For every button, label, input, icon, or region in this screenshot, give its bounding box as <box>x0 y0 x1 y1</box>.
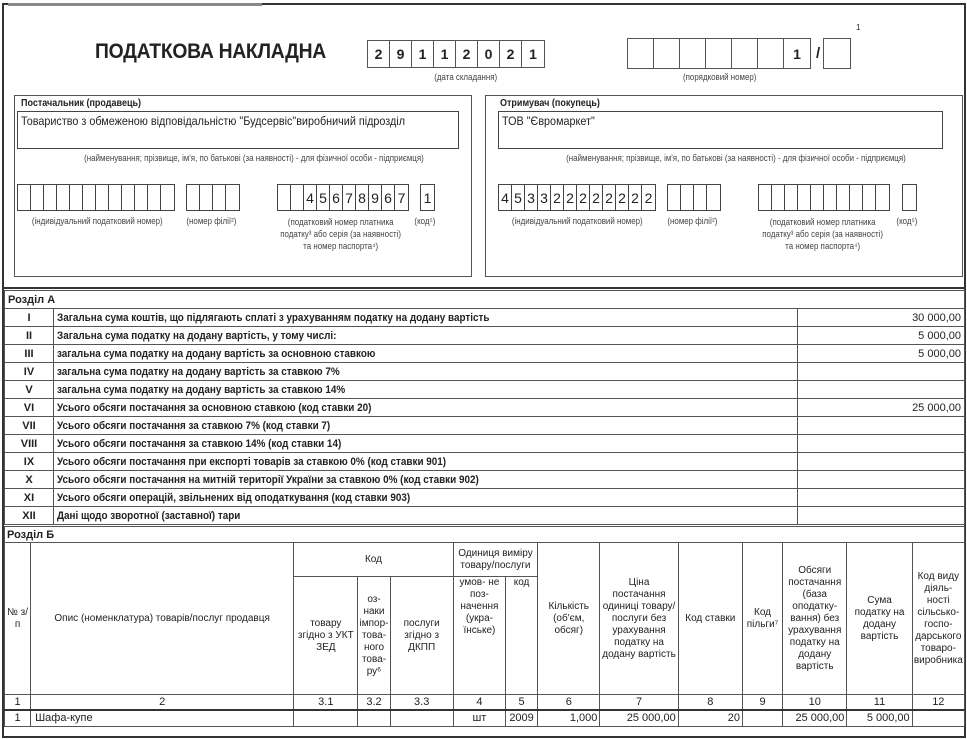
caption-line: податку³ або серія (за наявності) <box>280 229 402 239</box>
buyer-ipn-cell[interactable]: 2 <box>564 185 577 210</box>
row-value[interactable] <box>798 471 965 489</box>
header-unit-name: умов- не поз- начення (укра- їнське) <box>453 577 505 695</box>
section-a-row <box>5 471 965 489</box>
buyer-taxpayer-cell[interactable] <box>837 185 850 210</box>
seller-ipn-cell[interactable] <box>148 185 161 210</box>
section-a-row <box>5 345 965 363</box>
buyer-taxpayer-cell[interactable] <box>876 185 889 210</box>
buyer-ipn-caption: (індивідуальний податковий номер) <box>511 216 643 226</box>
goods-row <box>5 710 965 727</box>
row-description-text: Загальна сума коштів, що підлягають сплаті з урахуванням податку на додану вартість <box>57 311 490 324</box>
buyer-branch-field[interactable] <box>667 184 721 211</box>
seller-branch-cell[interactable] <box>187 185 200 210</box>
row-description-text: Усього обсяги постачання за основною ставкою (код ставки 20) <box>57 401 372 414</box>
buyer-name-caption: (найменування; прізвище, ім'я, по батькові (за наявності) - для фізичної особи - підприємця) <box>566 153 906 163</box>
row-description-text: Усього обсяги постачання за ставкою 14% (код ставки 14) <box>57 437 342 450</box>
serial-number-field[interactable] <box>627 38 811 69</box>
header-description: Опис (номенклатура) товарів/послуг продавця <box>31 543 294 695</box>
buyer-branch-cell[interactable] <box>707 185 720 210</box>
serial-digit-cell[interactable] <box>758 39 784 68</box>
seller-code-caption: (код⁵) <box>414 216 436 226</box>
seller-taxpayer-cell[interactable]: 9 <box>369 185 382 210</box>
cell-unit-name[interactable]: шт <box>453 710 505 727</box>
row-description <box>54 327 798 345</box>
serial-digit-cell[interactable] <box>732 39 758 68</box>
section-a-row <box>5 453 965 471</box>
row-description <box>54 471 798 489</box>
cell-unit-code[interactable]: 2009 <box>506 710 538 727</box>
row-description <box>54 453 798 471</box>
cell-agri-code[interactable] <box>912 710 964 727</box>
seller-taxpayer-cell[interactable] <box>278 185 291 210</box>
header-num: № з/п <box>5 543 31 695</box>
row-value[interactable] <box>798 489 965 507</box>
row-description-text: загальна сума податку на додану вартість за ставкою 7% <box>57 365 340 378</box>
row-description-text: Усього обсяги постачання на митній території України за ставкою 0% (код ставки 902) <box>57 473 479 486</box>
date-digit-cell[interactable]: 1 <box>529 46 537 62</box>
cell-price[interactable]: 25 000,00 <box>600 710 678 727</box>
row-description <box>54 399 798 417</box>
seller-taxpayer-caption <box>280 216 401 252</box>
buyer-taxpayer-cell[interactable] <box>811 185 824 210</box>
column-number: 3.3 <box>390 695 453 710</box>
buyer-branch-cell[interactable] <box>668 185 681 210</box>
buyer-ipn-cell[interactable]: 3 <box>525 185 538 210</box>
section-b-table <box>4 526 965 727</box>
serial-digit-cell[interactable] <box>654 39 680 68</box>
date-digit-cell[interactable]: 2 <box>456 41 478 67</box>
buyer-ipn-cell[interactable]: 2 <box>551 185 564 210</box>
cell-benefit-code[interactable] <box>742 710 782 727</box>
caption-line: податку³ або серія (за наявності) <box>762 229 884 239</box>
seller-code-field[interactable] <box>420 184 435 211</box>
column-number: 7 <box>600 695 678 710</box>
row-description <box>54 345 798 363</box>
column-number: 10 <box>783 695 847 710</box>
header-vat-amount: Сума податку на додану вартість <box>847 543 912 695</box>
header-rate-code: Код ставки <box>678 543 742 695</box>
section-a-row <box>5 399 965 417</box>
header-unit-code: код <box>506 577 538 695</box>
buyer-branch-cell[interactable] <box>694 185 707 210</box>
serial-digit-cell[interactable] <box>628 39 654 68</box>
date-digit-cell[interactable]: 1 <box>412 41 434 67</box>
buyer-ipn-cell[interactable]: 2 <box>603 185 616 210</box>
seller-taxpayer-cell[interactable]: 8 <box>356 185 369 210</box>
buyer-branch-caption: (номер філії²) <box>667 216 718 226</box>
header-code-dkpp: послуги згідно з ДКПП <box>390 577 453 695</box>
serial-suffix-cell[interactable] <box>824 39 850 68</box>
row-number: IV <box>5 363 54 381</box>
row-value[interactable] <box>798 453 965 471</box>
row-description-text: загальна сума податку на додану вартість за ставкою 14% <box>57 383 346 396</box>
column-number: 5 <box>506 695 538 710</box>
header-code-import: оз- наки імпор- това- ного това- ру⁶ <box>358 577 390 695</box>
cell-quantity[interactable]: 1,000 <box>538 710 600 727</box>
seller-ipn-cell[interactable] <box>57 185 70 210</box>
column-number: 2 <box>31 695 294 710</box>
seller-branch-cell[interactable] <box>200 185 213 210</box>
seller-branch-cell[interactable] <box>213 185 226 210</box>
column-number: 3.2 <box>358 695 390 710</box>
date-caption: (дата складання) <box>434 72 498 82</box>
buyer-taxpayer-cell[interactable] <box>824 185 837 210</box>
row-number: I <box>5 309 54 327</box>
seller-ipn-caption: (індивідуальний податковий номер) <box>31 216 163 226</box>
date-digit-cell[interactable]: 9 <box>390 41 412 67</box>
serial-suffix-field[interactable] <box>823 38 851 69</box>
column-number: 8 <box>678 695 742 710</box>
row-description-text: Усього обсяги постачання за ставкою 7% (код ставки 7) <box>57 419 331 432</box>
section-a-row <box>5 435 965 453</box>
caption-line: (податковий номер платника <box>769 217 876 227</box>
column-number: 6 <box>538 695 600 710</box>
footnote-mark: 1 <box>856 23 861 32</box>
seller-ipn-field[interactable] <box>17 184 175 211</box>
buyer-ipn-field[interactable] <box>498 184 656 211</box>
buyer-taxpayer-caption <box>762 216 883 252</box>
section-b-title: Розділ Б <box>5 527 965 543</box>
seller-taxpayer-cell[interactable]: 4 <box>304 185 317 210</box>
seller-ipn-cell[interactable] <box>96 185 109 210</box>
seller-taxpayer-field[interactable] <box>277 184 409 211</box>
cell-description[interactable]: Шафа-купе <box>31 710 294 727</box>
seller-taxpayer-cell[interactable]: 5 <box>317 185 330 210</box>
seller-taxpayer-cell[interactable]: 6 <box>330 185 343 210</box>
header-code-uktzed: товару згідно з УКТ ЗЕД <box>294 577 358 695</box>
seller-taxpayer-cell[interactable]: 6 <box>382 185 395 210</box>
buyer-taxpayer-field[interactable] <box>758 184 890 211</box>
column-number: 3.1 <box>294 695 358 710</box>
date-digit-cell[interactable]: 2 <box>368 41 390 67</box>
seller-ipn-cell[interactable] <box>18 185 31 210</box>
seller-name: Товариство з обмеженою відповідальністю "Будсервіс"виробничий підрозділ <box>21 114 406 128</box>
row-value[interactable] <box>798 363 965 381</box>
serial-digit-cell[interactable] <box>680 39 706 68</box>
row-description <box>54 381 798 399</box>
section-a-row <box>5 489 965 507</box>
seller-ipn-cell[interactable] <box>135 185 148 210</box>
header-quantity: Кількість (об'єм, обсяг) <box>538 543 600 695</box>
row-description <box>54 417 798 435</box>
serial-caption: (порядковий номер) <box>683 72 757 82</box>
row-number: II <box>5 327 54 345</box>
buyer-taxpayer-cell[interactable] <box>863 185 876 210</box>
buyer-ipn-cell[interactable]: 2 <box>577 185 590 210</box>
buyer-taxpayer-cell[interactable] <box>785 185 798 210</box>
cell-num[interactable]: 1 <box>5 710 31 727</box>
row-value[interactable]: 25 000,00 <box>798 399 965 417</box>
date-digit-cell[interactable]: 1 <box>434 41 456 67</box>
buyer-ipn-cell[interactable]: 2 <box>644 189 653 206</box>
section-a-row <box>5 507 965 525</box>
seller-branch-field[interactable] <box>186 184 240 211</box>
column-number: 11 <box>847 695 912 710</box>
section-a-table <box>4 290 965 525</box>
seller-ipn-cell[interactable] <box>161 185 174 210</box>
section-a-row <box>5 417 965 435</box>
seller-code-cell[interactable]: 1 <box>423 189 432 206</box>
buyer-branch-cell[interactable] <box>681 185 694 210</box>
row-description-text: загальна сума податку на додану вартість за основною ставкою <box>57 347 376 360</box>
row-number: VII <box>5 417 54 435</box>
row-number: VIII <box>5 435 54 453</box>
header-unit-group: Одиниця виміру товару/послуги <box>453 543 537 577</box>
column-number: 1 <box>5 695 31 710</box>
row-number: V <box>5 381 54 399</box>
buyer-taxpayer-cell[interactable] <box>772 185 785 210</box>
row-description <box>54 489 798 507</box>
row-value[interactable] <box>798 417 965 435</box>
seller-ipn-cell[interactable] <box>31 185 44 210</box>
buyer-code-cell[interactable] <box>903 185 916 210</box>
seller-branch-caption: (номер філії²) <box>186 216 237 226</box>
section-a-row <box>5 363 965 381</box>
caption-line: та номер паспорта⁴) <box>785 241 861 251</box>
buyer-ipn-cell[interactable]: 2 <box>629 185 642 210</box>
row-description-text: Дані щодо зворотної (заставної) тари <box>57 509 241 522</box>
row-value[interactable]: 5 000,00 <box>798 327 965 345</box>
caption-line: (податковий номер платника <box>287 217 394 227</box>
serial-digit-cell[interactable] <box>706 39 732 68</box>
cell-vat-amount[interactable]: 5 000,00 <box>847 710 912 727</box>
buyer-taxpayer-cell[interactable] <box>850 185 863 210</box>
seller-ipn-cell[interactable] <box>122 185 135 210</box>
cell-code-dkpp[interactable] <box>390 710 453 727</box>
date-digit-cell[interactable]: 2 <box>500 41 522 67</box>
header-code-group: Код <box>294 543 454 577</box>
cell-code-import[interactable] <box>358 710 390 727</box>
row-number: IX <box>5 453 54 471</box>
seller-taxpayer-cell[interactable] <box>291 185 304 210</box>
header-price: Ціна постачання одиниці товару/ послуги без урахування податку на додану вартість <box>600 543 678 695</box>
document-title: ПОДАТКОВА НАКЛАДНА <box>95 40 326 63</box>
cell-supply-volume[interactable]: 25 000,00 <box>783 710 847 727</box>
cell-code-uktzed[interactable] <box>294 710 358 727</box>
header-agri-code: Код виду діяль- ності сільсько- госпо- дарського товаро- виробника <box>912 543 964 695</box>
row-description <box>54 507 798 525</box>
seller-ipn-cell[interactable] <box>44 185 57 210</box>
column-number: 4 <box>453 695 505 710</box>
cell-rate-code[interactable]: 20 <box>678 710 742 727</box>
date-field[interactable] <box>367 40 545 68</box>
row-value[interactable]: 5 000,00 <box>798 345 965 363</box>
column-number: 9 <box>742 695 782 710</box>
header-benefit-code: Код пільги⁷ <box>742 543 782 695</box>
seller-branch-cell[interactable] <box>226 185 239 210</box>
buyer-code-caption: (код⁵) <box>896 216 918 226</box>
column-number: 12 <box>912 695 964 710</box>
seller-ipn-cell[interactable] <box>70 185 83 210</box>
date-digit-cell[interactable]: 0 <box>478 41 500 67</box>
row-number: III <box>5 345 54 363</box>
row-value[interactable] <box>798 507 965 525</box>
row-description-text: Загальна сума податку на додану вартість, у тому числі: <box>57 329 337 342</box>
seller-name-field[interactable] <box>17 111 459 149</box>
section-a-row <box>5 327 965 345</box>
section-divider <box>2 287 966 289</box>
row-description <box>54 309 798 327</box>
seller-label: Постачальник (продавець) <box>21 98 142 109</box>
row-value[interactable]: 30 000,00 <box>798 309 965 327</box>
row-value[interactable] <box>798 435 965 453</box>
row-description-text: Усього обсяги постачання при експорті товарів за ставкою 0% (код ставки 901) <box>57 455 447 468</box>
row-description-text: Усього обсяги операцій, звільнених від оподаткування (код ставки 903) <box>57 491 411 504</box>
buyer-ipn-cell[interactable]: 4 <box>499 185 512 210</box>
row-value[interactable] <box>798 381 965 399</box>
buyer-label: Отримувач (покупець) <box>500 98 600 109</box>
buyer-taxpayer-cell[interactable] <box>759 185 772 210</box>
row-number: X <box>5 471 54 489</box>
top-strip <box>8 3 262 6</box>
serial-slash: / <box>816 45 821 62</box>
serial-digit-cell[interactable]: 1 <box>793 45 801 62</box>
header-supply-volume: Обсяги постачання (база оподатку- вання) без урахування податку на додану вартість <box>783 543 847 695</box>
row-description <box>54 363 798 381</box>
buyer-ipn-cell[interactable]: 2 <box>590 185 603 210</box>
seller-taxpayer-cell[interactable]: 7 <box>397 189 406 206</box>
buyer-name: ТОВ "Євромаркет" <box>502 114 595 128</box>
seller-taxpayer-cell[interactable]: 7 <box>343 185 356 210</box>
row-description <box>54 435 798 453</box>
seller-name-caption: (найменування; прізвище, ім'я, по батькові (за наявності) - для фізичної особи - підприємця) <box>84 153 424 163</box>
section-a-title: Розділ А <box>5 291 965 309</box>
seller-ipn-cell[interactable] <box>83 185 96 210</box>
section-a-row <box>5 381 965 399</box>
buyer-ipn-cell[interactable]: 2 <box>616 185 629 210</box>
caption-line: та номер паспорта⁴) <box>303 241 379 251</box>
buyer-ipn-cell[interactable]: 5 <box>512 185 525 210</box>
buyer-ipn-cell[interactable]: 3 <box>538 185 551 210</box>
seller-ipn-cell[interactable] <box>109 185 122 210</box>
row-number: VI <box>5 399 54 417</box>
buyer-code-field[interactable] <box>902 184 917 211</box>
buyer-taxpayer-cell[interactable] <box>798 185 811 210</box>
buyer-name-field[interactable] <box>498 111 943 149</box>
section-a-row <box>5 309 965 327</box>
row-number: XI <box>5 489 54 507</box>
row-number: XII <box>5 507 54 525</box>
